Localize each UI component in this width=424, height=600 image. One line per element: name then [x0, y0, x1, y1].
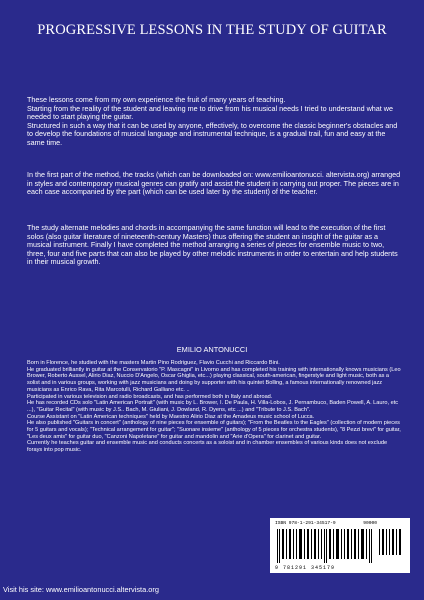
method-paragraph: In the first part of the method, the tracks (which can be downloaded on: www.emilioantonucci. altervista.org) arranged in styles and contemporary musical genres can gratify and assist the student in carrying out proper. The pieces are in each case accompanied by the part (which can be used later by the student) of the teacher. [27, 170, 401, 197]
barcode-number: 9 781291 345179 [275, 565, 336, 571]
intro-line: Structured in such a way that it can be used by anyone, effectively, to overcome the classic beginner's obstacles and to develop the foundations of musical language and instrumental technique, is a gradual trail, fun and easy at the same time. [27, 120, 398, 147]
website-footer: Visit his site: www.emilioantonucci.altervista.org [3, 585, 159, 594]
bio-line: He has recorded CDs solo "Latin American Portrait" (with music by L. Brower, I. De Paula, H. Villa-Lobos, J. Pernambuco, Baden Powell, A. Lauro, etc ...), "Guitar Recital" (with music by J.S.. Bach, M. Giuliani, J. Dowland, R. Dyens, etc ...) and "Tribute to J.S. Bach". [27, 400, 399, 413]
intro-text [27, 96, 402, 148]
isbn-label: ISBN 978-1-291-34517-9 90000 [275, 521, 378, 526]
author-bio [27, 360, 402, 454]
study-paragraph: The study alternate melodies and chords in accompanying the same function will lead to the execution of the first solos (also guitar literature of nineteenth-century Masters) thus offering the student an insight of the guitar as a musical instrument. Finally I have completed the method arranging a series of pieces for ensemble music to two, three, four and five parts that can also be played by other melodic instruments in order to entertain and help students in their musical growth. [27, 223, 398, 267]
author-name: EMILIO ANTONUCCI [176, 345, 248, 354]
bio-line: He graduated brilliantly in guitar at the Conservatorio "P. Mascagni" in Livorno and has completed his training with internationally knows musicians (Leo Brower, Roberto Aussel, Alirio Diaz, Nuccio D'Angelo, Oscar Ghiglia, etc...) playing classical, south-american, fingerstyle and light music, both as a solist and in various groups, working with jazz musicians and doing by supporter with his quintet Bolling, a famous internationally renowned jazz musicians as Enrico Rava, Rita Marcotulli, Richard Galliano etc. .. [27, 366, 401, 393]
bio-line: Born in Florence, he studied with the masters Martin Pino Rodriguez, Flavio Cucchi and Riccardo Bini. [27, 360, 280, 366]
bio-line: Course Assistant on "Latin American techniques" held by Maestro Alirio Diaz at the Amadeus music school of Lucca. [27, 413, 315, 420]
book-title: PROGRESSIVE LESSONS IN THE STUDY OF GUITAR [37, 22, 387, 38]
bio-line: Participated in various television and radio broadcasts, and has performed both in Italy and abroad. [27, 393, 273, 400]
intro-line: These lessons come from my own experience the fruit of many years of teaching. [27, 95, 286, 104]
bio-line: He also published "Guitars in concert" (anthology of nine pieces for ensemble of guitars); "From the Beatles to the Eagles" (collection of modern pieces for 5 guitars and vocals); "Technical arrangement for guitar"; "Suonare insieme" (anthology of 5 pieces for orchestra students), "8 Pezzi brevi" for guitar, "Les deux amis" for guitar duo, "Canzoni Napoletane" for guitar and mandolin and "Arie d'Opera" for clarinet and guitar. [27, 420, 401, 440]
intro-line: Starting from the reality of the student and leaving me to drive from his musical needs I tried to understand what we needed to start playing the guitar. [27, 103, 393, 122]
barcode-bars [275, 529, 405, 563]
bio-line: Currently he teaches guitar and ensemble music and conducts concerts as a soloist and in chamber ensembles of various kinds does not exclude forays into pop music. [27, 440, 388, 454]
isbn-barcode [270, 518, 410, 573]
